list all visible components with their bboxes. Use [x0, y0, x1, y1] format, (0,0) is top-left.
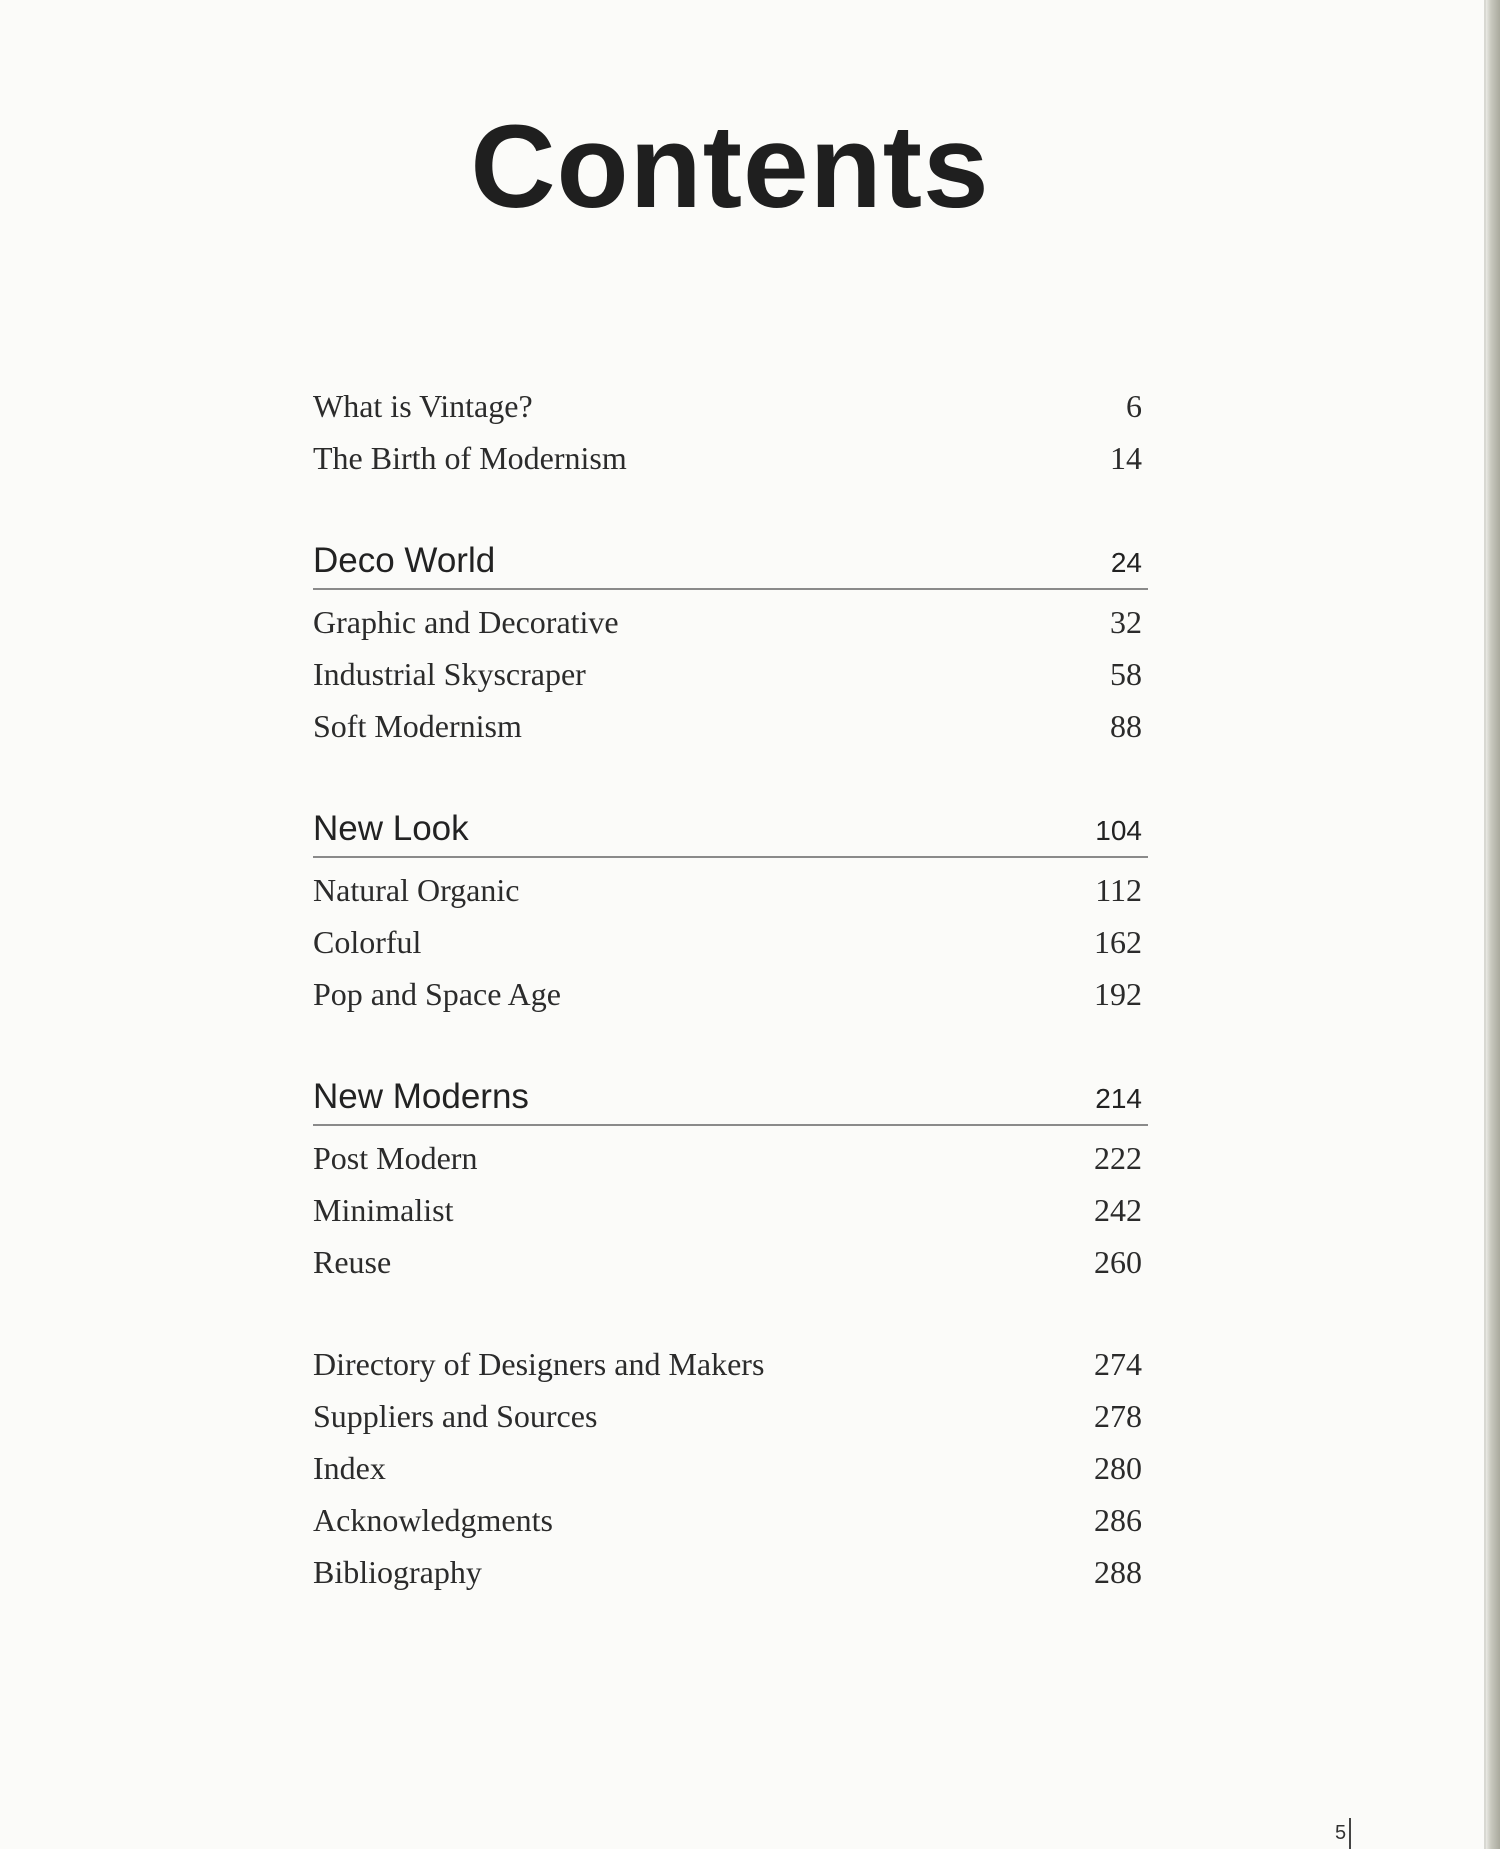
toc-entry[interactable]: [313, 1132, 1148, 1184]
toc-entry-page: 88: [1110, 708, 1142, 744]
toc-entry-page: 222: [1094, 1140, 1142, 1176]
toc-entry-label: The Birth of Modernism: [313, 440, 627, 476]
toc-entry-page: 280: [1094, 1450, 1142, 1486]
toc-entry-page: 58: [1110, 656, 1142, 692]
toc-entry-label: Graphic and Decorative: [313, 604, 619, 640]
toc-entry[interactable]: [313, 1442, 1148, 1494]
toc-entry-page: 260: [1094, 1244, 1142, 1280]
toc-entry-label: Pop and Space Age: [313, 976, 561, 1012]
toc-entry-page: 6: [1126, 388, 1142, 424]
toc-entry-page: 32: [1110, 604, 1142, 640]
toc-entry-page: 288: [1094, 1554, 1142, 1590]
toc-entry[interactable]: [313, 1338, 1148, 1390]
section-heading-label: New Moderns: [313, 1077, 529, 1116]
toc-intro-group: [313, 380, 1148, 484]
toc-entry-label: Bibliography: [313, 1554, 482, 1590]
toc-section-deco-world: [313, 534, 1148, 752]
section-heading-page: 214: [1095, 1083, 1142, 1114]
toc-entry[interactable]: [313, 432, 1148, 484]
toc-entry[interactable]: [313, 1546, 1148, 1598]
page-title: Contents: [470, 101, 990, 233]
section-heading-label: New Look: [313, 809, 469, 848]
toc-entry[interactable]: [313, 916, 1148, 968]
toc-entry-label: Directory of Designers and Makers: [313, 1346, 765, 1382]
toc-entry-page: 14: [1110, 440, 1142, 476]
toc-section-new-look: [313, 802, 1148, 1020]
toc-entry[interactable]: [313, 1236, 1148, 1288]
toc-entry[interactable]: [313, 968, 1148, 1020]
toc-entry-page: 286: [1094, 1502, 1142, 1538]
section-heading-page: 104: [1095, 815, 1142, 846]
toc-entry-label: Natural Organic: [313, 872, 520, 908]
toc-entry[interactable]: [313, 596, 1148, 648]
page-number-rule: [1349, 1818, 1351, 1849]
toc-entry-label: Suppliers and Sources: [313, 1398, 598, 1434]
toc-entry-label: Post Modern: [313, 1140, 478, 1176]
toc-entry[interactable]: [313, 700, 1148, 752]
toc-entry[interactable]: [313, 864, 1148, 916]
toc-entry[interactable]: [313, 1390, 1148, 1442]
toc-back-matter-group: [313, 1338, 1148, 1598]
section-heading-page: 24: [1110, 547, 1142, 578]
page-number: 5: [1335, 1822, 1347, 1844]
toc-entry[interactable]: [313, 1494, 1148, 1546]
toc-section-new-moderns: [313, 1070, 1148, 1288]
toc-entry[interactable]: [313, 380, 1148, 432]
toc-entry-label: Soft Modernism: [313, 708, 522, 744]
toc-entry-page: 112: [1095, 872, 1142, 908]
toc-entry-page: 274: [1094, 1346, 1142, 1382]
section-heading[interactable]: [313, 1070, 1148, 1126]
toc-entry-page: 162: [1094, 924, 1142, 960]
toc-entry-label: Minimalist: [313, 1192, 454, 1228]
toc-entry[interactable]: [313, 648, 1148, 700]
toc-entry-page: 242: [1094, 1192, 1142, 1228]
toc-entry-label: Industrial Skyscraper: [313, 656, 586, 692]
toc-entry-page: 192: [1094, 976, 1142, 1012]
section-heading-label: Deco World: [313, 541, 496, 580]
toc-entry-page: 278: [1094, 1398, 1142, 1434]
toc-entry[interactable]: [313, 1184, 1148, 1236]
toc-entry-label: Index: [313, 1450, 386, 1486]
section-heading[interactable]: [313, 802, 1148, 858]
page-edge: [1486, 0, 1500, 1849]
toc-entry-label: Acknowledgments: [313, 1502, 553, 1538]
section-heading[interactable]: [313, 534, 1148, 590]
toc-entry-label: What is Vintage?: [313, 388, 533, 424]
toc-entry-label: Reuse: [313, 1244, 392, 1280]
toc-entry-label: Colorful: [313, 924, 422, 960]
table-of-contents: [313, 380, 1148, 1598]
